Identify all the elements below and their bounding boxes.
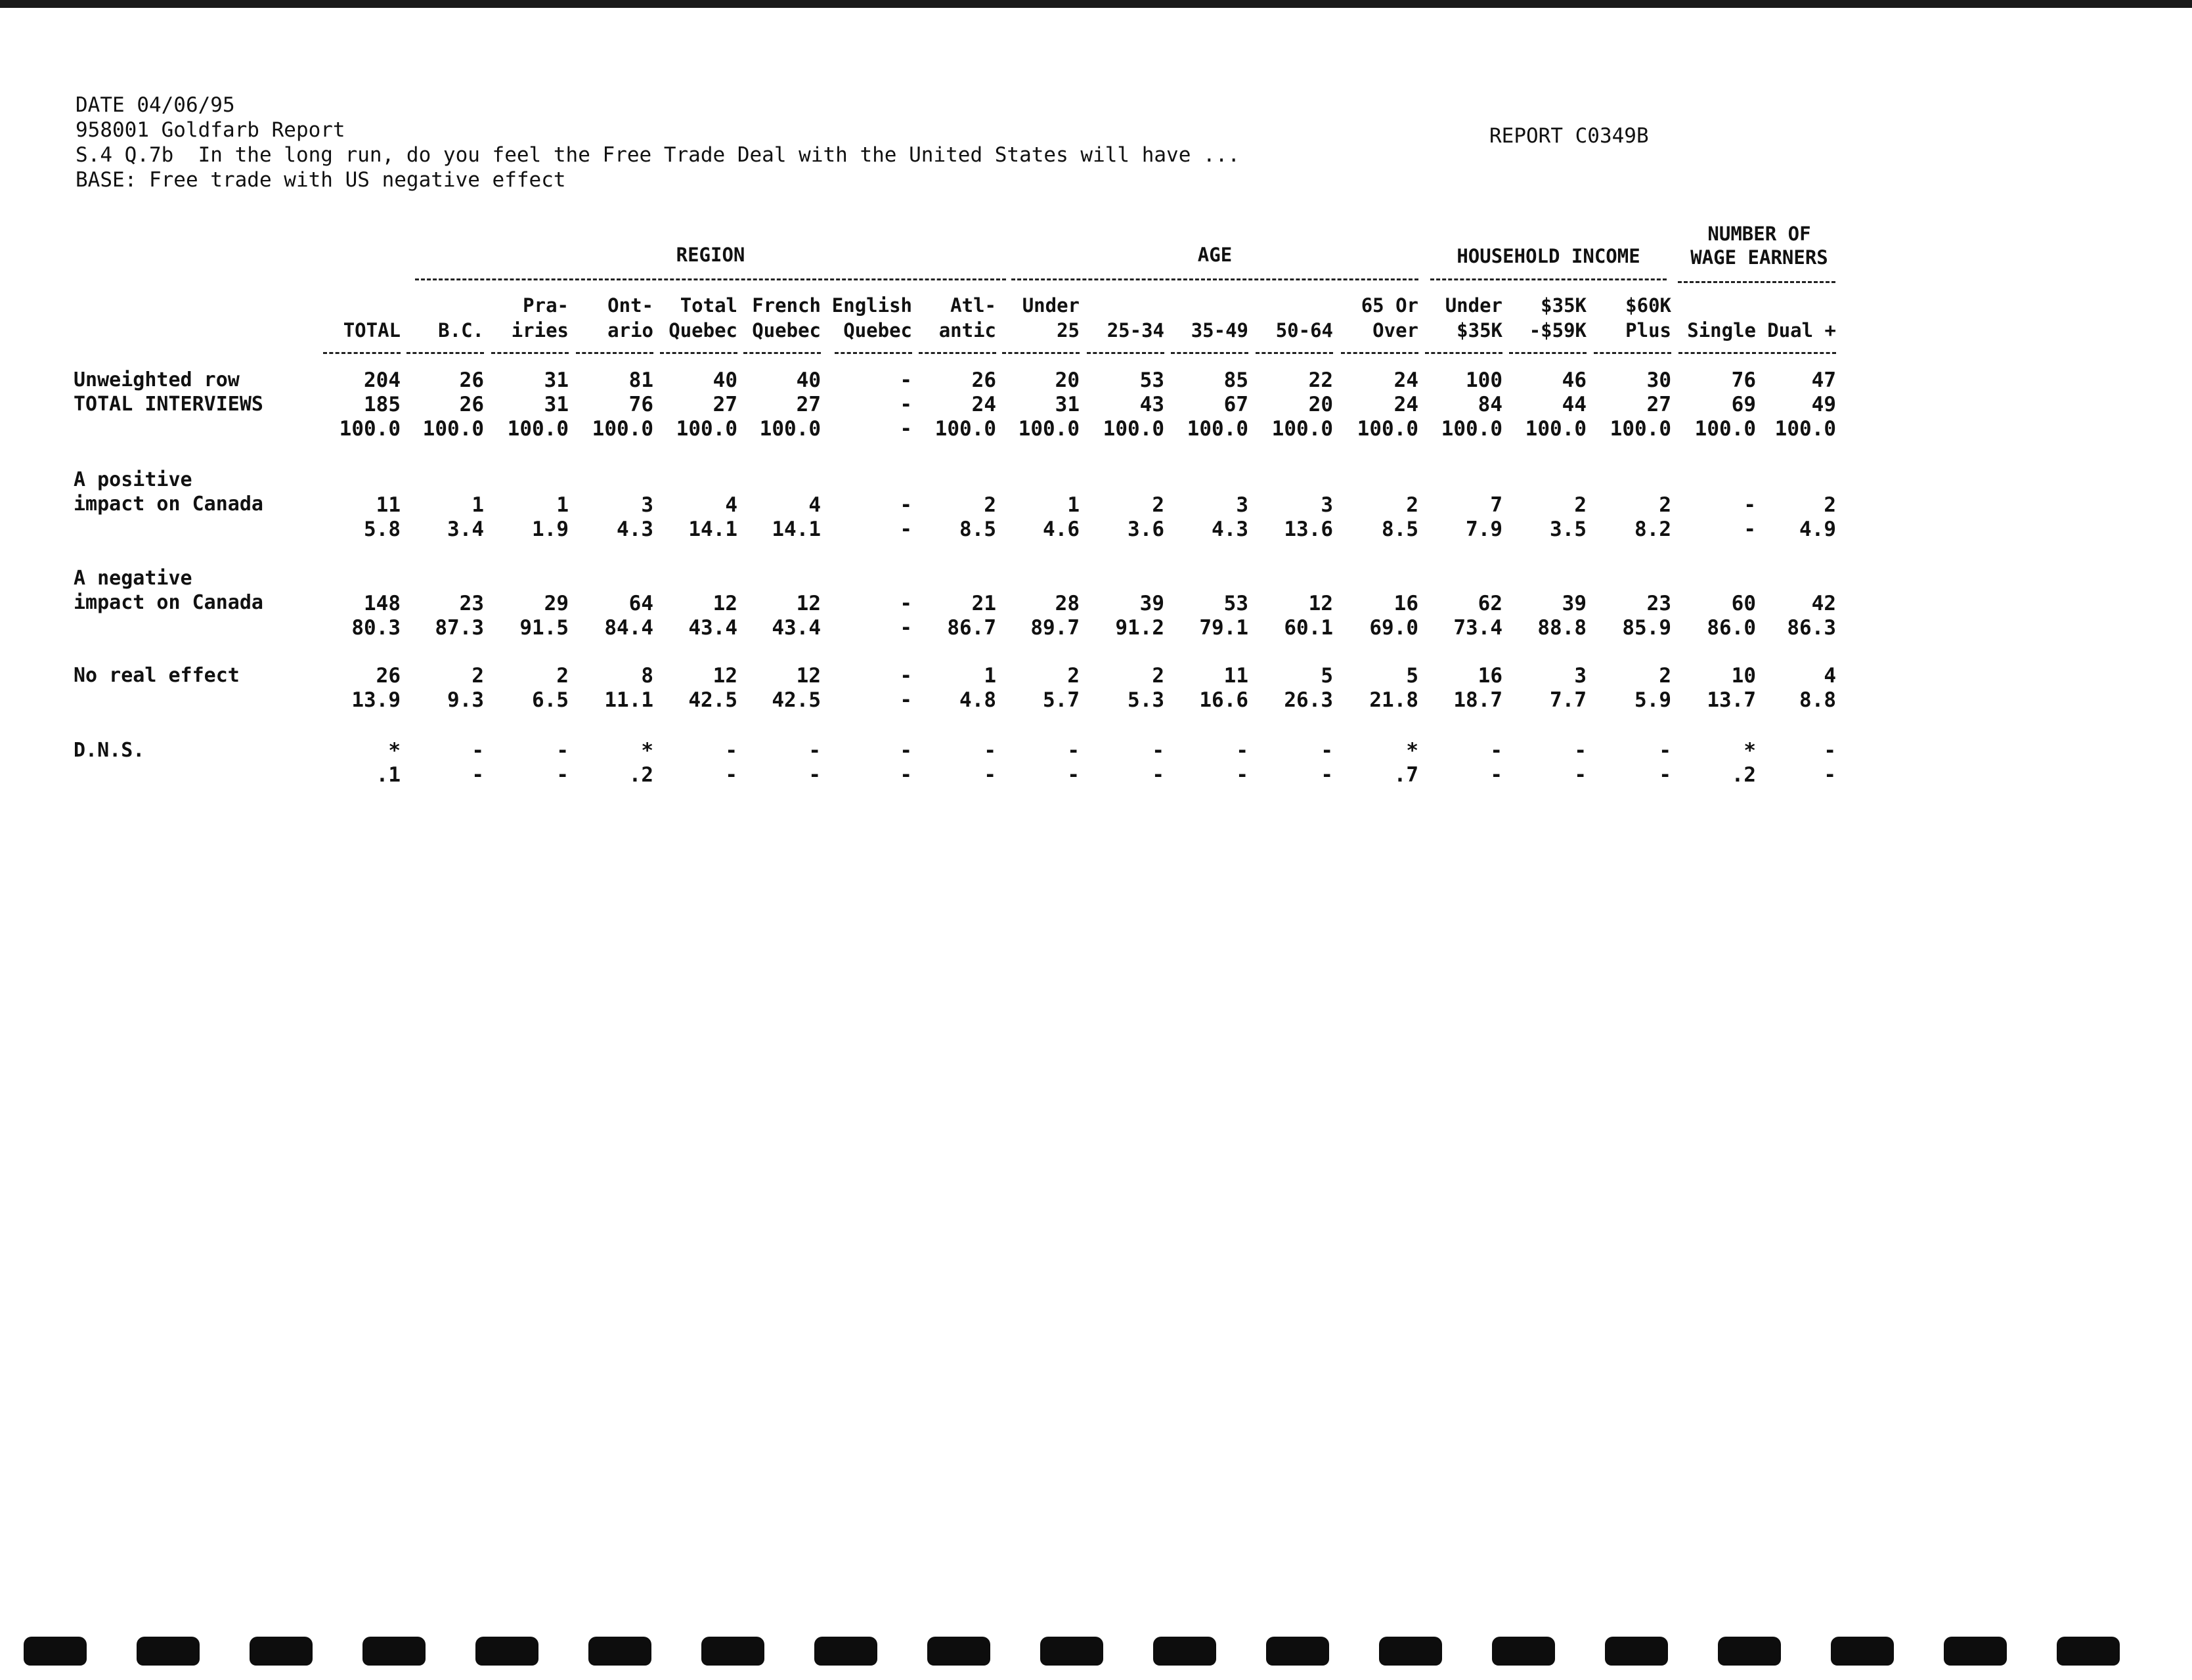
table-cell: - xyxy=(1574,739,1587,763)
table-cell: 39 xyxy=(1562,592,1587,615)
table-cell: 30 xyxy=(1646,368,1671,392)
table-cell: 11 xyxy=(1223,664,1248,688)
row-label-continued: TOTAL INTERVIEWS xyxy=(74,393,263,416)
column-header-line2: Quebec xyxy=(752,319,821,342)
table-cell: 69.0 xyxy=(1369,616,1418,640)
column-header-underline xyxy=(323,352,401,354)
table-cell: - xyxy=(1574,763,1587,787)
column-header-underline xyxy=(1256,352,1333,354)
group-wage-earners-line1: NUMBER OF xyxy=(1707,223,1811,245)
table-cell: 43.4 xyxy=(688,616,737,640)
table-cell: 26.3 xyxy=(1284,688,1333,712)
table-cell: 4.6 xyxy=(1043,518,1080,541)
table-cell: 100.0 xyxy=(1694,417,1756,441)
table-cell: - xyxy=(1743,493,1756,517)
table-cell: 100.0 xyxy=(759,417,821,441)
table-cell: 100.0 xyxy=(1018,417,1080,441)
punch-hole xyxy=(1266,1637,1329,1666)
table-cell: 42.5 xyxy=(688,688,737,712)
table-cell: 4 xyxy=(808,493,821,517)
table-cell: 60.1 xyxy=(1284,616,1333,640)
table-cell: 69 xyxy=(1731,393,1756,416)
table-cell: - xyxy=(1490,763,1502,787)
table-cell: 100.0 xyxy=(1357,417,1418,441)
table-cell: - xyxy=(808,739,821,763)
table-cell: 2 xyxy=(1824,493,1836,517)
table-cell: 14.1 xyxy=(772,518,821,541)
table-cell: 8.2 xyxy=(1634,518,1671,541)
table-cell: 7.7 xyxy=(1550,688,1587,712)
table-cell: 44 xyxy=(1562,393,1587,416)
punch-hole xyxy=(701,1637,764,1666)
column-header-line2: Over xyxy=(1372,319,1418,342)
table-cell: 53 xyxy=(1139,368,1164,392)
column-header-line1: English xyxy=(831,294,912,317)
column-header-line2: Quebec xyxy=(843,319,912,342)
table-cell: 60 xyxy=(1731,592,1756,615)
table-cell: 26 xyxy=(971,368,996,392)
table-cell: - xyxy=(984,739,996,763)
report-id: REPORT C0349B xyxy=(1489,124,1649,148)
table-cell: 89.7 xyxy=(1030,616,1080,640)
table-cell: 31 xyxy=(544,368,569,392)
table-cell: 13.9 xyxy=(351,688,401,712)
scan-top-edge xyxy=(0,0,2192,8)
table-cell: 5.9 xyxy=(1634,688,1671,712)
table-cell: 7.9 xyxy=(1466,518,1502,541)
group-region-underline xyxy=(415,278,1006,280)
column-header-underline xyxy=(1002,352,1080,354)
column-header-line2: 25-34 xyxy=(1107,319,1164,342)
table-cell: 5.3 xyxy=(1128,688,1164,712)
question-text: S.4 Q.7b In the long run, do you feel the Free Trade Deal with the United States will have ... xyxy=(76,143,1240,167)
table-cell: 2 xyxy=(1406,493,1418,517)
row-label: D.N.S. xyxy=(74,739,145,762)
tractor-feed-holes xyxy=(0,1627,2192,1667)
table-cell: 12 xyxy=(796,592,821,615)
table-cell: 42 xyxy=(1811,592,1836,615)
table-cell: 24 xyxy=(971,393,996,416)
table-cell: 42.5 xyxy=(772,688,821,712)
table-cell: 8.8 xyxy=(1799,688,1836,712)
punch-hole xyxy=(927,1637,990,1666)
table-cell: 16 xyxy=(1478,664,1502,688)
punch-hole xyxy=(1379,1637,1442,1666)
column-header-line1: Pra- xyxy=(523,294,569,317)
row-label-continued: impact on Canada xyxy=(74,591,263,614)
column-header-underline xyxy=(1425,352,1502,354)
table-cell: 53 xyxy=(1223,592,1248,615)
table-cell: 1.9 xyxy=(532,518,569,541)
table-cell: - xyxy=(1659,763,1671,787)
table-cell: 84 xyxy=(1478,393,1502,416)
row-label: A negative xyxy=(74,567,192,590)
table-cell: 12 xyxy=(712,592,737,615)
table-cell: 100.0 xyxy=(1610,417,1671,441)
punch-hole xyxy=(588,1637,651,1666)
table-cell: - xyxy=(1152,739,1164,763)
column-header-line1: $35K xyxy=(1541,294,1587,317)
row-label: Unweighted row xyxy=(74,368,240,391)
table-cell: - xyxy=(556,739,569,763)
column-header-line2: 50-64 xyxy=(1275,319,1333,342)
table-cell: 43.4 xyxy=(772,616,821,640)
punch-hole xyxy=(137,1637,200,1666)
table-cell: 64 xyxy=(628,592,653,615)
column-header-line2: Dual + xyxy=(1767,319,1836,342)
column-header-underline xyxy=(743,352,821,354)
column-header-line2: TOTAL xyxy=(343,319,401,342)
table-cell: 10 xyxy=(1731,664,1756,688)
column-header-underline xyxy=(1087,352,1164,354)
column-header-line2: Single xyxy=(1687,319,1756,342)
column-header-line1: Under xyxy=(1022,294,1080,317)
table-cell: 12 xyxy=(1308,592,1333,615)
table-cell: 3.6 xyxy=(1128,518,1164,541)
row-label: A positive xyxy=(74,468,192,491)
group-household-income: HOUSEHOLD INCOME xyxy=(1457,245,1640,267)
table-cell: .2 xyxy=(1731,763,1756,787)
table-cell: - xyxy=(1659,739,1671,763)
column-header-underline xyxy=(1341,352,1418,354)
punch-hole xyxy=(1040,1637,1103,1666)
table-cell: 62 xyxy=(1478,592,1502,615)
table-cell: * xyxy=(388,739,401,763)
table-cell: 12 xyxy=(796,664,821,688)
table-cell: 8 xyxy=(641,664,653,688)
table-cell: 23 xyxy=(459,592,484,615)
table-cell: 26 xyxy=(459,393,484,416)
column-header-underline xyxy=(1594,352,1671,354)
column-header-underline xyxy=(406,352,484,354)
table-cell: - xyxy=(1321,763,1333,787)
table-cell: 3 xyxy=(641,493,653,517)
table-cell: 21 xyxy=(971,592,996,615)
punch-hole xyxy=(1944,1637,2007,1666)
table-cell: 21.8 xyxy=(1369,688,1418,712)
table-cell: - xyxy=(900,763,912,787)
table-cell: 11 xyxy=(376,493,401,517)
group-wage-earners-underline xyxy=(1678,281,1835,283)
column-header-underline xyxy=(1171,352,1248,354)
table-cell: - xyxy=(900,417,912,441)
punch-hole xyxy=(362,1637,426,1666)
table-cell: .1 xyxy=(376,763,401,787)
table-cell: 100.0 xyxy=(1441,417,1502,441)
group-region: REGION xyxy=(676,244,745,266)
table-cell: - xyxy=(1824,763,1836,787)
punch-hole xyxy=(1605,1637,1668,1666)
table-cell: 26 xyxy=(376,664,401,688)
base-text: BASE: Free trade with US negative effect xyxy=(76,168,566,192)
table-cell: .2 xyxy=(628,763,653,787)
punch-hole xyxy=(250,1637,313,1666)
table-cell: 2 xyxy=(1067,664,1080,688)
column-header-line2: antic xyxy=(938,319,996,342)
table-cell: 85 xyxy=(1223,368,1248,392)
table-cell: - xyxy=(725,763,737,787)
table-cell: 81 xyxy=(628,368,653,392)
column-header-line1: Total xyxy=(680,294,737,317)
punch-hole xyxy=(1153,1637,1216,1666)
table-cell: - xyxy=(900,393,912,416)
table-cell: - xyxy=(900,688,912,712)
table-cell: 47 xyxy=(1811,368,1836,392)
table-cell: 100.0 xyxy=(1103,417,1164,441)
table-cell: 27 xyxy=(796,393,821,416)
table-cell: - xyxy=(984,763,996,787)
table-cell: - xyxy=(1490,739,1502,763)
table-cell: 49 xyxy=(1811,393,1836,416)
table-cell: 4 xyxy=(725,493,737,517)
table-cell: 100.0 xyxy=(1187,417,1248,441)
table-cell: 16 xyxy=(1393,592,1418,615)
table-cell: 100.0 xyxy=(1271,417,1333,441)
column-header-underline xyxy=(919,352,996,354)
table-cell: 22 xyxy=(1308,368,1333,392)
table-cell: 100.0 xyxy=(339,417,401,441)
table-cell: 8.5 xyxy=(1382,518,1418,541)
table-cell: 100.0 xyxy=(422,417,484,441)
table-cell: 2 xyxy=(471,664,484,688)
column-header-line1: Under xyxy=(1445,294,1502,317)
report-name: 958001 Goldfarb Report xyxy=(76,118,345,142)
table-cell: 3 xyxy=(1236,493,1248,517)
table-cell: - xyxy=(1152,763,1164,787)
column-header-underline xyxy=(1509,352,1587,354)
table-cell: 26 xyxy=(459,368,484,392)
table-cell: 2 xyxy=(1659,664,1671,688)
table-cell: 5 xyxy=(1406,664,1418,688)
table-cell: 5.8 xyxy=(364,518,401,541)
table-cell: 31 xyxy=(1055,393,1080,416)
table-cell: 40 xyxy=(712,368,737,392)
table-cell: 100.0 xyxy=(1525,417,1587,441)
table-cell: 2 xyxy=(556,664,569,688)
table-cell: - xyxy=(900,368,912,392)
table-cell: - xyxy=(1236,739,1248,763)
table-cell: - xyxy=(900,616,912,640)
table-cell: 24 xyxy=(1393,368,1418,392)
table-cell: 2 xyxy=(1152,493,1164,517)
column-header-line2: Quebec xyxy=(669,319,737,342)
table-cell: 24 xyxy=(1393,393,1418,416)
table-cell: 39 xyxy=(1139,592,1164,615)
table-cell: 4.9 xyxy=(1799,518,1836,541)
table-cell: 8.5 xyxy=(959,518,996,541)
table-cell: - xyxy=(471,763,484,787)
table-cell: 6.5 xyxy=(532,688,569,712)
table-cell: - xyxy=(900,518,912,541)
table-cell: 28 xyxy=(1055,592,1080,615)
table-cell: 86.0 xyxy=(1707,616,1756,640)
table-cell: 80.3 xyxy=(351,616,401,640)
punch-hole xyxy=(1492,1637,1555,1666)
table-cell: 100.0 xyxy=(676,417,737,441)
table-cell: 3 xyxy=(1574,664,1587,688)
table-cell: 88.8 xyxy=(1537,616,1587,640)
column-header-line1: Ont- xyxy=(607,294,653,317)
table-cell: 1 xyxy=(471,493,484,517)
table-cell: 29 xyxy=(544,592,569,615)
column-header-underline xyxy=(1678,352,1756,354)
group-wage-earners-line2: WAGE EARNERS xyxy=(1690,246,1828,269)
table-cell: 12 xyxy=(712,664,737,688)
table-cell: 2 xyxy=(984,493,996,517)
table-cell: 100.0 xyxy=(592,417,653,441)
table-cell: - xyxy=(900,739,912,763)
table-cell: 43 xyxy=(1139,393,1164,416)
table-cell: 13.6 xyxy=(1284,518,1333,541)
table-cell: 7 xyxy=(1490,493,1502,517)
table-cell: 27 xyxy=(1646,393,1671,416)
table-cell: - xyxy=(808,763,821,787)
table-cell: 100.0 xyxy=(1774,417,1836,441)
table-cell: 1 xyxy=(984,664,996,688)
table-cell: 9.3 xyxy=(447,688,484,712)
table-cell: 91.5 xyxy=(519,616,569,640)
column-header-underline xyxy=(491,352,569,354)
table-cell: - xyxy=(1067,763,1080,787)
table-cell: - xyxy=(1236,763,1248,787)
row-label: No real effect xyxy=(74,664,240,687)
table-cell: - xyxy=(725,739,737,763)
table-cell: 40 xyxy=(796,368,821,392)
table-cell: .7 xyxy=(1393,763,1418,787)
table-cell: 100 xyxy=(1466,368,1502,392)
table-cell: 204 xyxy=(364,368,401,392)
table-cell: - xyxy=(1743,518,1756,541)
table-cell: 4.3 xyxy=(617,518,653,541)
table-cell: 76 xyxy=(628,393,653,416)
table-cell: 46 xyxy=(1562,368,1587,392)
table-cell: 31 xyxy=(544,393,569,416)
punch-hole xyxy=(475,1637,538,1666)
group-age: AGE xyxy=(1197,244,1233,266)
table-cell: 85.9 xyxy=(1622,616,1671,640)
table-cell: 100.0 xyxy=(507,417,569,441)
table-cell: - xyxy=(900,664,912,688)
column-header-line2: -$59K xyxy=(1529,319,1587,342)
punch-hole xyxy=(2057,1637,2120,1666)
column-header-underline xyxy=(1759,352,1836,354)
table-cell: 20 xyxy=(1055,368,1080,392)
table-cell: - xyxy=(471,739,484,763)
table-cell: 27 xyxy=(712,393,737,416)
column-header-line1: 65 Or xyxy=(1361,294,1418,317)
table-cell: 3.4 xyxy=(447,518,484,541)
table-cell: 23 xyxy=(1646,592,1671,615)
punch-hole xyxy=(814,1637,877,1666)
table-cell: 79.1 xyxy=(1199,616,1248,640)
table-cell: 87.3 xyxy=(435,616,484,640)
column-header-underline xyxy=(660,352,737,354)
table-cell: 5 xyxy=(1321,664,1333,688)
column-header-line2: 35-49 xyxy=(1191,319,1248,342)
group-age-underline xyxy=(1011,278,1418,280)
table-cell: 20 xyxy=(1308,393,1333,416)
table-cell: - xyxy=(1321,739,1333,763)
table-cell: 148 xyxy=(364,592,401,615)
table-cell: 86.3 xyxy=(1787,616,1836,640)
punch-hole xyxy=(1718,1637,1781,1666)
table-cell: 16.6 xyxy=(1199,688,1248,712)
column-header-line2: Plus xyxy=(1625,319,1671,342)
table-cell: 1 xyxy=(1067,493,1080,517)
table-cell: * xyxy=(1743,739,1756,763)
table-cell: - xyxy=(900,592,912,615)
table-cell: * xyxy=(641,739,653,763)
column-header-line2: ario xyxy=(607,319,653,342)
table-cell: 11.1 xyxy=(604,688,653,712)
column-header-underline xyxy=(576,352,653,354)
column-header-line2: B.C. xyxy=(438,319,484,342)
column-header-line1: $60K xyxy=(1625,294,1671,317)
table-cell: 4.3 xyxy=(1212,518,1248,541)
table-cell: 73.4 xyxy=(1453,616,1502,640)
table-cell: 14.1 xyxy=(688,518,737,541)
table-cell: 67 xyxy=(1223,393,1248,416)
table-cell: 84.4 xyxy=(604,616,653,640)
row-label-continued: impact on Canada xyxy=(74,493,263,516)
table-cell: 5.7 xyxy=(1043,688,1080,712)
column-header-underline xyxy=(835,352,912,354)
table-cell: 3.5 xyxy=(1550,518,1587,541)
table-cell: - xyxy=(1824,739,1836,763)
table-cell: - xyxy=(1067,739,1080,763)
table-cell: 18.7 xyxy=(1453,688,1502,712)
column-header-line2: 25 xyxy=(1057,319,1080,342)
table-cell: 76 xyxy=(1731,368,1756,392)
table-cell: 86.7 xyxy=(947,616,996,640)
table-cell: - xyxy=(556,763,569,787)
table-cell: 1 xyxy=(556,493,569,517)
report-date: DATE 04/06/95 xyxy=(76,93,235,117)
group-household-income-underline xyxy=(1430,278,1667,280)
table-cell: 3 xyxy=(1321,493,1333,517)
table-cell: 4.8 xyxy=(959,688,996,712)
table-cell: 2 xyxy=(1152,664,1164,688)
table-cell: 185 xyxy=(364,393,401,416)
column-header-line2: iries xyxy=(511,319,569,342)
punch-hole xyxy=(1831,1637,1894,1666)
table-cell: * xyxy=(1406,739,1418,763)
column-header-line1: French xyxy=(752,294,821,317)
table-cell: 2 xyxy=(1659,493,1671,517)
table-cell: - xyxy=(900,493,912,517)
table-cell: 2 xyxy=(1574,493,1587,517)
table-cell: 100.0 xyxy=(934,417,996,441)
column-header-line2: $35K xyxy=(1457,319,1502,342)
punch-hole xyxy=(24,1637,87,1666)
table-cell: 4 xyxy=(1824,664,1836,688)
table-cell: 91.2 xyxy=(1115,616,1164,640)
table-cell: 13.7 xyxy=(1707,688,1756,712)
column-header-line1: Atl- xyxy=(950,294,996,317)
